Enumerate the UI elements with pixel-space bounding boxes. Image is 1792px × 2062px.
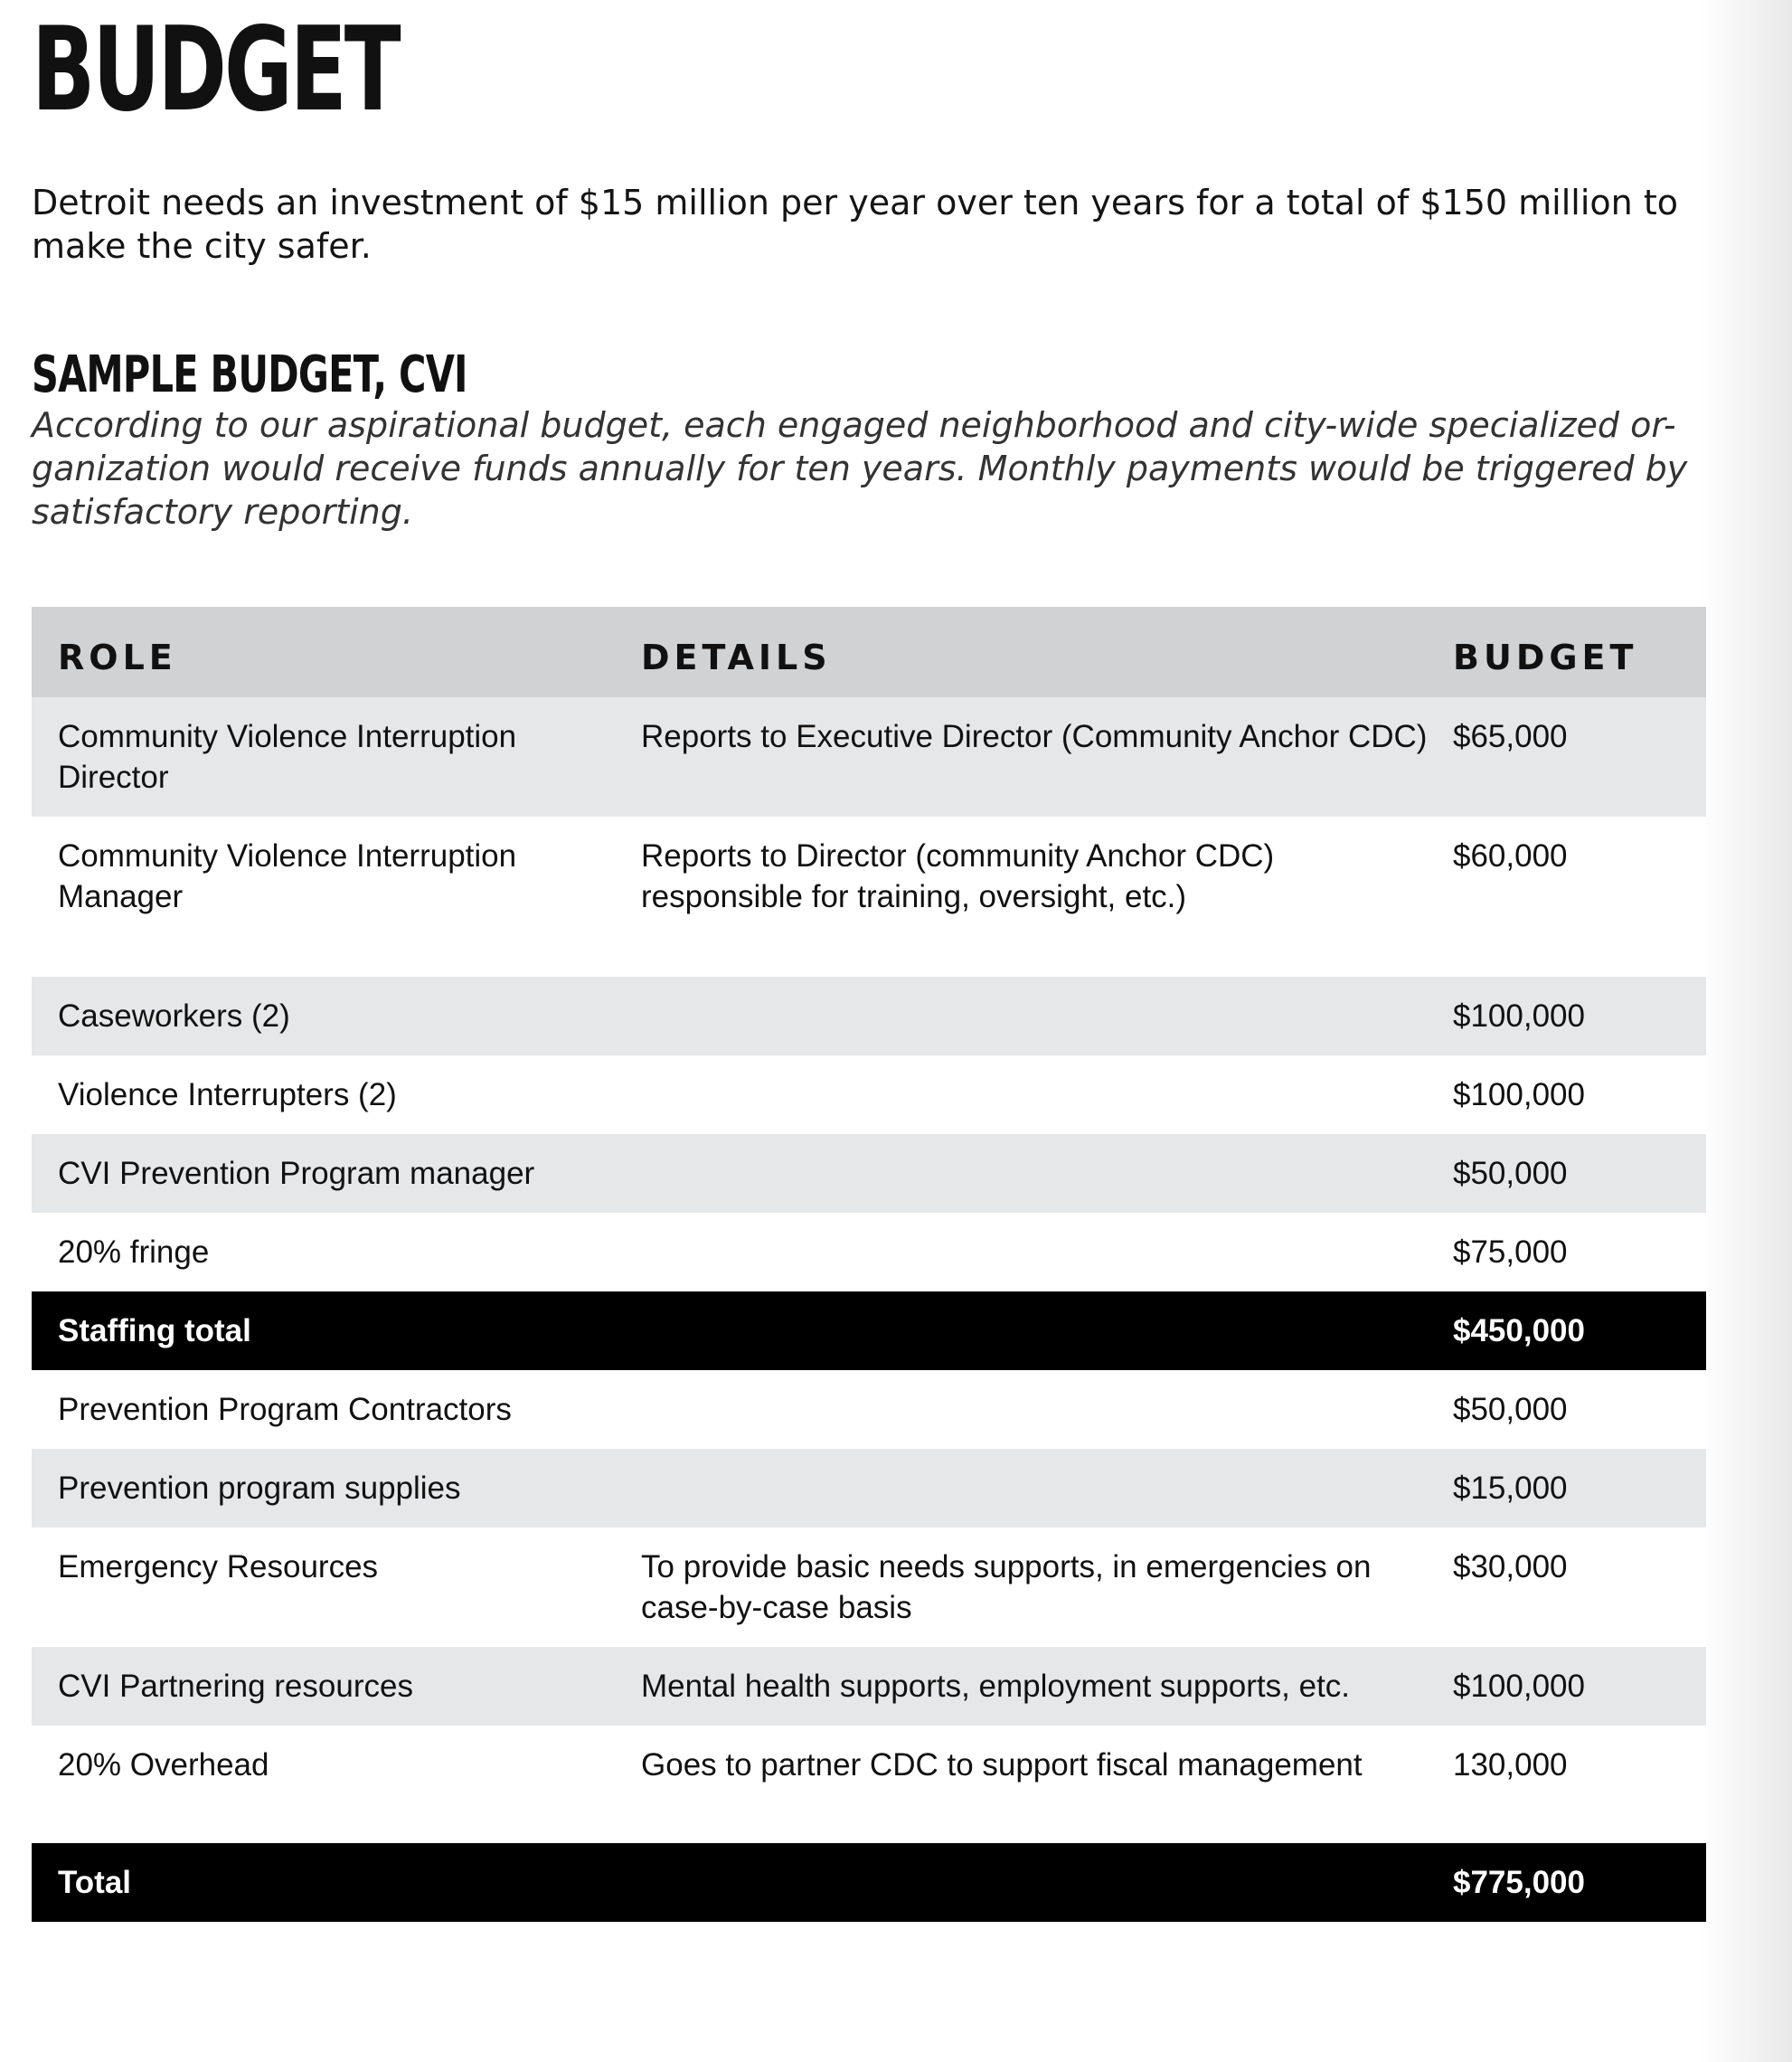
role-cell: 20% fringe bbox=[58, 1234, 210, 1270]
intro-paragraph: Detroit needs an investment of $15 million per year over ten years for a total of $150 million to make the city safer. bbox=[32, 183, 1678, 266]
table-row bbox=[32, 1726, 1706, 1843]
table-row bbox=[32, 1213, 1706, 1291]
role-cell: Prevention Program Contractors bbox=[58, 1392, 512, 1427]
role-cell: Community Violence Interruption Director bbox=[58, 719, 517, 795]
page-title: BUDGET bbox=[32, 3, 399, 137]
header-budget: BUDGET bbox=[1453, 638, 1638, 677]
role-cell: 20% Overhead bbox=[58, 1747, 269, 1783]
budget-cell: $100,000 bbox=[1453, 998, 1585, 1034]
section-heading: SAMPLE BUDGET, CVI bbox=[32, 345, 467, 404]
grand-total-value: $775,000 bbox=[1453, 1865, 1585, 1900]
budget-cell: $100,000 bbox=[1453, 1669, 1585, 1704]
role-cell: Violence Interrupters (2) bbox=[58, 1077, 397, 1112]
budget-table bbox=[32, 607, 1706, 1922]
staffing-total-value: $450,000 bbox=[1453, 1313, 1585, 1348]
details-cell: Reports to Executive Director (Community Anchor CDC) bbox=[641, 719, 1428, 754]
budget-cell: $50,000 bbox=[1453, 1392, 1568, 1427]
section-description: According to our aspirational budget, each engaged neighborhood and city-wide specialized or-ganization would receive funds annually for ten years. Monthly payments would be triggered by satisfactory reporting. bbox=[32, 405, 1688, 532]
table-header-row bbox=[32, 607, 1706, 697]
grand-total-label: Total bbox=[58, 1865, 132, 1900]
table-row bbox=[32, 1055, 1706, 1134]
table-row bbox=[32, 1528, 1706, 1647]
table-row bbox=[32, 1449, 1706, 1528]
details-cell: To provide basic needs supports, in emergencies on case-by-case basis bbox=[641, 1549, 1372, 1625]
staffing-total-label: Staffing total bbox=[58, 1313, 251, 1348]
details-cell: Reports to Director (community Anchor CDC) responsible for training, oversight, etc.) bbox=[641, 838, 1275, 914]
role-cell: Prevention program supplies bbox=[58, 1471, 461, 1506]
header-role: ROLE bbox=[58, 638, 177, 677]
role-cell: Caseworkers (2) bbox=[58, 998, 290, 1034]
table-row bbox=[32, 977, 1706, 1055]
role-cell: CVI Prevention Program manager bbox=[58, 1156, 535, 1191]
table-row bbox=[32, 817, 1706, 977]
budget-cell: $75,000 bbox=[1453, 1234, 1568, 1270]
table-row bbox=[32, 1647, 1706, 1726]
staffing-total-row bbox=[32, 1291, 1706, 1370]
budget-cell: $30,000 bbox=[1453, 1549, 1568, 1584]
budget-cell: $50,000 bbox=[1453, 1156, 1568, 1191]
budget-cell: 130,000 bbox=[1453, 1747, 1568, 1783]
budget-cell: $60,000 bbox=[1453, 838, 1568, 874]
details-cell: Mental health supports, employment supports, etc. bbox=[641, 1669, 1351, 1704]
role-cell: CVI Partnering resources bbox=[58, 1669, 413, 1704]
grand-total-row bbox=[32, 1843, 1706, 1922]
table-row bbox=[32, 1370, 1706, 1449]
table-row bbox=[32, 1134, 1706, 1213]
table-row bbox=[32, 697, 1706, 817]
role-cell: Emergency Resources bbox=[58, 1549, 379, 1584]
role-cell: Community Violence Interruption Manager bbox=[58, 838, 517, 914]
details-cell: Goes to partner CDC to support fiscal management bbox=[641, 1747, 1363, 1783]
header-details: DETAILS bbox=[641, 638, 832, 677]
budget-cell: $65,000 bbox=[1453, 719, 1568, 754]
budget-cell: $100,000 bbox=[1453, 1077, 1585, 1112]
budget-cell: $15,000 bbox=[1453, 1471, 1568, 1506]
